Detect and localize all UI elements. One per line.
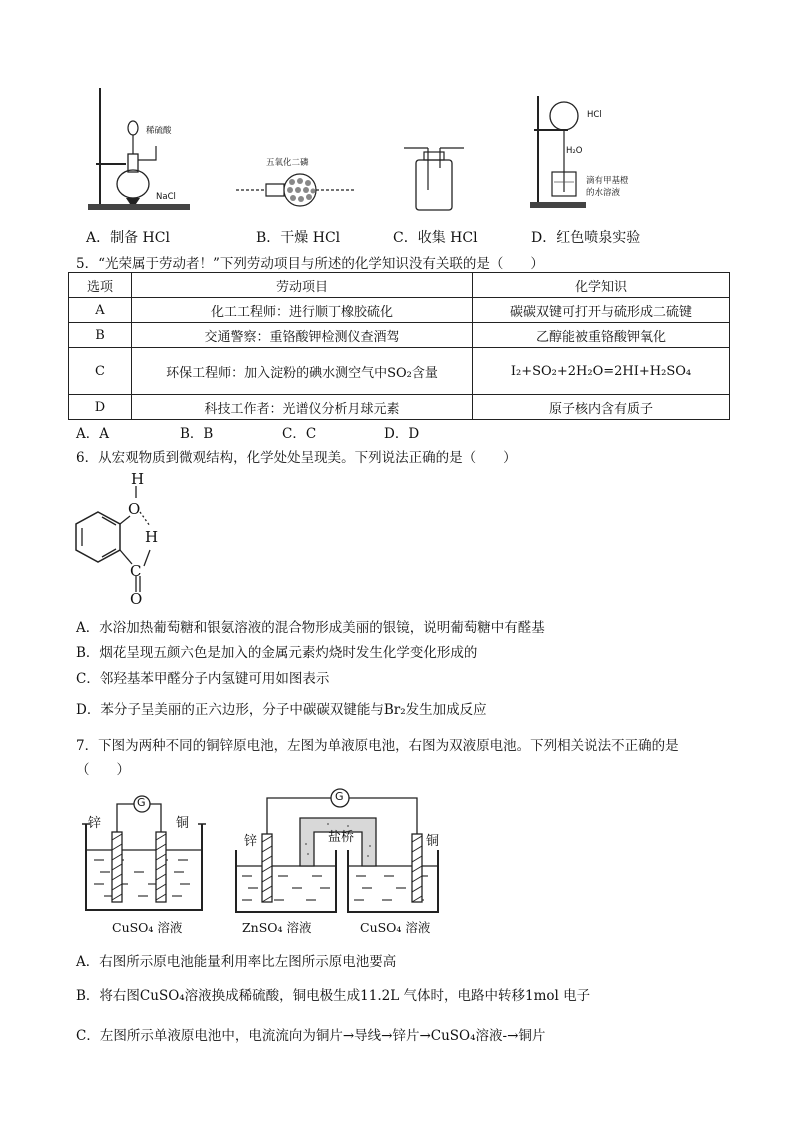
q5-table — [68, 272, 730, 420]
row-chem: 碳碳双键可打开与硫形成二硫键 — [473, 298, 730, 323]
row-option: C — [69, 348, 132, 395]
header-option: 选项 — [69, 273, 132, 298]
struct-h-mid: H — [145, 528, 159, 546]
row-labor: 交通警察：重铬酸钾检测仪查酒驾 — [132, 323, 473, 348]
row-option: A — [69, 298, 132, 323]
q6-structure — [74, 470, 174, 610]
q4-figure-a — [86, 86, 196, 216]
q6-option-d: D．苯分子呈美丽的正六边形，分子中碳碳双键能与Br₂发生加成反应 — [76, 702, 487, 718]
q7-g-left: G — [137, 796, 146, 809]
q5-choice-b: B．B — [180, 426, 214, 442]
q7-option-b: B．将右图CuSO₄溶液换成稀硫酸，铜电极生成11.2L 气体时，电路中转移1mol 电子 — [76, 988, 591, 1004]
q7-figure — [78, 784, 448, 916]
q7-left-solution: CuSO₄ 溶液 — [112, 920, 183, 935]
table-header-row — [69, 273, 730, 298]
q4-d-label-h2o: H₂O — [566, 146, 583, 156]
q6-option-a: A．水浴加热葡萄糖和银氨溶液的混合物形成美丽的银镜，说明葡萄糖中有醛基 — [76, 620, 545, 636]
q4-option-a: A．制备 HCl — [86, 230, 170, 246]
q4-figure-c — [404, 140, 466, 212]
q4-option-c: C．收集 HCl — [393, 230, 478, 246]
q7-stem2: （ ） — [76, 762, 130, 778]
q4-d-label-hcl: HCl — [587, 110, 602, 120]
q7-copper-right: 铜 — [426, 834, 440, 849]
row-chem: 原子核内含有质子 — [473, 395, 730, 420]
row-labor: 化工工程师：进行顺丁橡胶硫化 — [132, 298, 473, 323]
q7-mid-solution: ZnSO₄ 溶液 — [242, 920, 312, 935]
q5-choice-a: A．A — [76, 426, 109, 442]
table-row — [69, 298, 730, 323]
q7-stem: 7．下图为两种不同的铜锌原电池，左图为单液原电池，右图为双液原电池。下列相关说法不正确的是 — [76, 738, 679, 754]
q6-option-c: C．邻羟基苯甲醛分子内氢键可用如图表示 — [76, 671, 330, 687]
table-row — [69, 348, 730, 395]
q7-zinc-left: 锌 — [88, 816, 102, 831]
q4-d-label-sol2: 的水溶液 — [586, 188, 621, 198]
q4-a-label: 稀硫酸 — [146, 126, 172, 136]
q7-copper-left: 铜 — [176, 816, 190, 831]
struct-c: C — [130, 562, 142, 580]
struct-h-top: H — [131, 470, 145, 488]
row-chem: 乙醇能被重铬酸钾氧化 — [473, 323, 730, 348]
q7-zinc-right: 锌 — [244, 834, 258, 849]
struct-o: O — [128, 500, 141, 518]
row-chem: I₂+SO₂+2H₂O=2HI+H₂SO₄ — [473, 348, 730, 395]
q6-stem: 6．从宏观物质到微观结构，化学处处呈现美。下列说法正确的是（ ） — [76, 450, 517, 466]
table-row — [69, 395, 730, 420]
q7-option-a: A．右图所示原电池能量利用率比左图所示原电池要高 — [76, 954, 397, 970]
q7-salt-bridge-label: 盐桥 — [328, 830, 355, 845]
q4-b-label: 五氧化二磷 — [266, 158, 309, 168]
row-labor: 环保工程师：加入淀粉的碘水测空气中SO₂含量 — [132, 348, 473, 395]
struct-o-bottom: O — [130, 590, 143, 608]
q5-stem: 5．“光荣属于劳动者！”下列劳动项目与所述的化学知识没有关联的是（ ） — [76, 256, 544, 272]
q4-option-b: B．干燥 HCl — [256, 230, 341, 246]
q6-option-b: B．烟花呈现五颜六色是加入的金属元素灼烧时发生化学变化形成的 — [76, 645, 478, 661]
table-row — [69, 323, 730, 348]
q4-option-d: D．红色喷泉实验 — [531, 230, 641, 246]
q5-choice-d: D．D — [384, 426, 420, 442]
q4-d-label-sol1: 滴有甲基橙 — [586, 176, 629, 186]
q7-right-solution: CuSO₄ 溶液 — [360, 920, 431, 935]
q7-option-c: C．左图所示单液原电池中，电流流向为铜片→导线→锌片→CuSO₄溶液-→铜片 — [76, 1028, 546, 1044]
row-labor: 科技工作者：光谱仪分析月球元素 — [132, 395, 473, 420]
q4-a-label2: NaCl — [156, 192, 176, 202]
header-chem: 化学知识 — [473, 273, 730, 298]
row-option: B — [69, 323, 132, 348]
row-option: D — [69, 395, 132, 420]
q4-figure-b — [236, 170, 356, 210]
header-labor: 劳动项目 — [132, 273, 473, 298]
q7-g-right: G — [335, 790, 344, 803]
q5-choice-c: C．C — [282, 426, 317, 442]
